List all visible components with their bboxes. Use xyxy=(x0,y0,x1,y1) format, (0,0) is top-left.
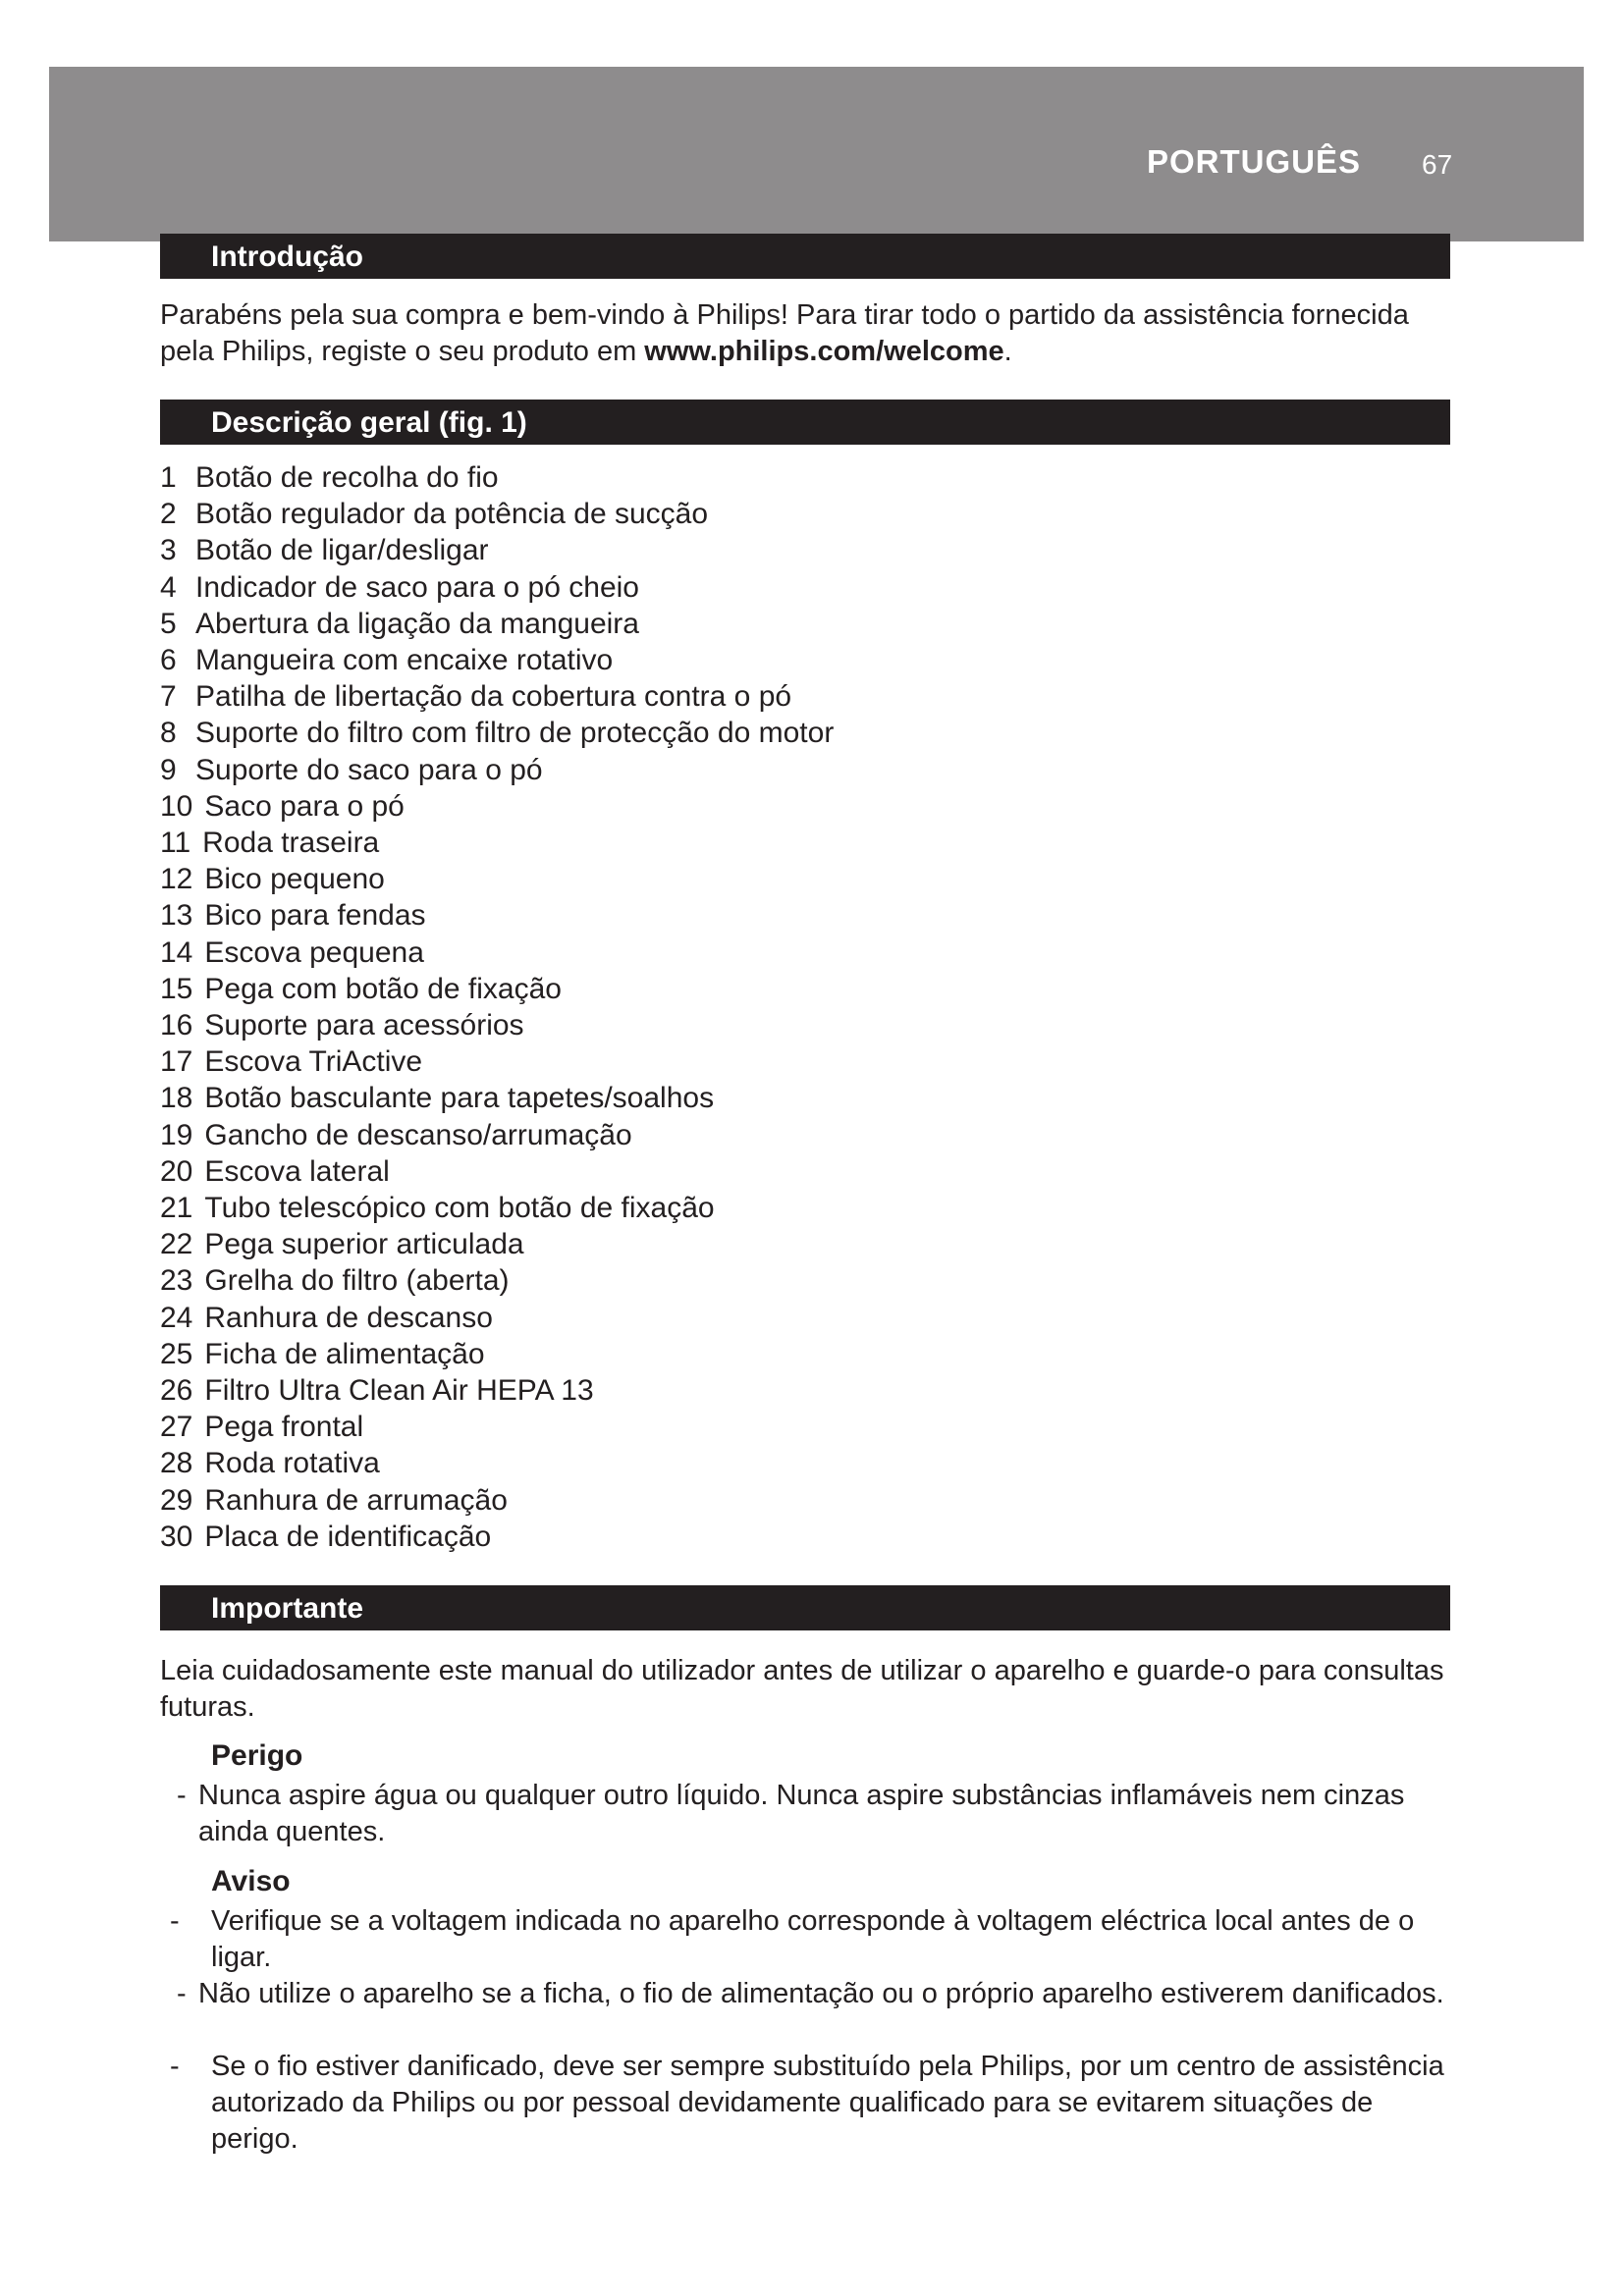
parts-list-item xyxy=(160,532,834,568)
warning-bullet-2-text: Não utilize o aparelho se a ficha, o fio de alimentação ou o próprio aparelho estiverem danificados. xyxy=(198,1978,1444,2009)
parts-list-number: 1 xyxy=(160,461,177,494)
parts-list-label: Escova lateral xyxy=(204,1154,390,1188)
parts-list-number: 26 xyxy=(160,1374,193,1408)
parts-list-item xyxy=(160,1080,834,1116)
parts-list-number: 30 xyxy=(160,1520,193,1553)
parts-list-label: Suporte para acessórios xyxy=(204,1009,524,1042)
parts-list-number: 28 xyxy=(160,1447,193,1480)
parts-list-number: 12 xyxy=(160,863,193,896)
parts-list-item xyxy=(160,1153,834,1190)
section-heading-important: Importante xyxy=(160,1585,1450,1630)
parts-list xyxy=(160,459,834,1555)
danger-bullet xyxy=(177,1778,1443,1850)
parts-list-item xyxy=(160,1226,834,1262)
parts-list-number: 19 xyxy=(160,1118,193,1151)
parts-list-number: 20 xyxy=(160,1154,193,1188)
introduction-text: Parabéns pela sua compra e bem-vindo à Philips! Para tirar todo o partido da assistência fornecida pela Philips, registe o seu produto em xyxy=(160,299,1409,367)
parts-list-number: 6 xyxy=(160,644,177,677)
bullet-dash: - xyxy=(177,1978,187,2009)
parts-list-label: Suporte do filtro com filtro de protecção do motor xyxy=(195,717,835,750)
parts-list-item xyxy=(160,715,834,751)
parts-list-item xyxy=(160,1336,834,1372)
parts-list-label: Placa de identificação xyxy=(204,1520,492,1553)
parts-list-number: 15 xyxy=(160,972,193,1005)
parts-list-number: 24 xyxy=(160,1301,193,1334)
parts-list-item xyxy=(160,1372,834,1409)
parts-list-number: 16 xyxy=(160,1009,193,1042)
section-heading-introduction: Introdução xyxy=(160,234,1450,279)
parts-list-label: Botão de recolha do fio xyxy=(195,461,499,494)
parts-list-item xyxy=(160,897,834,934)
parts-list-label: Gancho de descanso/arrumação xyxy=(204,1118,632,1151)
parts-list-label: Escova pequena xyxy=(204,935,424,969)
danger-bullet-label: Nunca aspire água ou qualquer outro líquido. Nunca aspire substâncias inflamáveis nem cinzas ainda quentes. xyxy=(198,1780,1405,1847)
parts-list-item xyxy=(160,861,834,897)
danger-heading: Perigo xyxy=(211,1739,303,1772)
parts-list-number: 2 xyxy=(160,498,177,531)
warning-bullet-3-text: Se o fio estiver danificado, deve ser sempre substituído pela Philips, por um centro de assistência autorizado da Philips ou por pessoal devidamente qualificado para se evitarem situações de perigo. xyxy=(211,2051,1444,2155)
parts-list-item xyxy=(160,569,834,606)
parts-list-label: Pega com botão de fixação xyxy=(204,972,562,1005)
parts-list-label: Mangueira com encaixe rotativo xyxy=(195,644,614,677)
parts-list-item xyxy=(160,496,834,532)
parts-list-item xyxy=(160,1482,834,1519)
parts-list-label: Escova TriActive xyxy=(204,1045,423,1079)
warning-bullet-3 xyxy=(160,2049,1456,2158)
parts-list-number: 4 xyxy=(160,570,177,604)
parts-list-label: Bico pequeno xyxy=(204,863,385,896)
warning-bullet-2 xyxy=(177,1976,1453,2012)
parts-list-label: Filtro Ultra Clean Air HEPA 13 xyxy=(204,1374,594,1408)
parts-list-item xyxy=(160,1519,834,1555)
bullet-dash: - xyxy=(177,1780,187,1811)
important-intro: Leia cuidadosamente este manual do utilizador antes de utilizar o aparelho e guarde-o para consultas futuras. xyxy=(160,1655,1444,1723)
registration-url[interactable]: www.philips.com/welcome xyxy=(644,336,1004,367)
parts-list-number: 22 xyxy=(160,1228,193,1261)
parts-list-number: 3 xyxy=(160,534,177,567)
warning-bullet-1 xyxy=(160,1903,1456,1976)
parts-list-label: Botão regulador da potência de sucção xyxy=(195,498,709,531)
parts-list-label: Saco para o pó xyxy=(204,789,405,823)
section-heading-overview: Descrição geral (fig. 1) xyxy=(160,400,1450,445)
parts-list-label: Roda traseira xyxy=(202,827,380,860)
parts-list-item xyxy=(160,678,834,715)
parts-list-number: 10 xyxy=(160,789,193,823)
parts-list-number: 14 xyxy=(160,935,193,969)
parts-list-item xyxy=(160,788,834,825)
danger-bullet-text xyxy=(177,1778,1443,1850)
parts-list-number: 25 xyxy=(160,1337,193,1370)
parts-list-item xyxy=(160,1117,834,1153)
parts-list-label: Patilha de libertação da cobertura contra o pó xyxy=(195,680,792,714)
bullet-dash: - xyxy=(170,1905,180,1937)
parts-list-item xyxy=(160,642,834,678)
parts-list-label: Ficha de alimentação xyxy=(204,1337,485,1370)
parts-list-label: Grelha do filtro (aberta) xyxy=(204,1264,510,1298)
parts-list-number: 11 xyxy=(160,827,191,860)
parts-list-item xyxy=(160,1409,834,1445)
parts-list-number: 17 xyxy=(160,1045,193,1079)
introduction-paragraph xyxy=(160,297,1456,370)
parts-list-item xyxy=(160,1262,834,1299)
language-title: PORTUGUÊS xyxy=(1147,143,1362,180)
parts-list-label: Bico para fendas xyxy=(204,899,426,933)
parts-list-label: Suporte do saco para o pó xyxy=(195,753,543,786)
parts-list-label: Tubo telescópico com botão de fixação xyxy=(204,1192,715,1225)
parts-list-number: 18 xyxy=(160,1082,193,1115)
parts-list-label: Abertura da ligação da mangueira xyxy=(195,607,639,640)
warning-heading: Aviso xyxy=(211,1865,291,1897)
introduction-text-end: . xyxy=(1003,336,1012,367)
parts-list-item xyxy=(160,1445,834,1481)
parts-list-label: Roda rotativa xyxy=(204,1447,380,1480)
parts-list-label: Botão de ligar/desligar xyxy=(195,534,489,567)
parts-list-item xyxy=(160,1043,834,1080)
parts-list-item xyxy=(160,606,834,642)
parts-list-number: 7 xyxy=(160,680,177,714)
parts-list-number: 8 xyxy=(160,717,177,750)
parts-list-item xyxy=(160,971,834,1007)
warning-bullet-1-text: Verifique se a voltagem indicada no aparelho corresponde à voltagem eléctrica local antes de o ligar. xyxy=(211,1905,1415,1973)
parts-list-number: 21 xyxy=(160,1192,193,1225)
parts-list-item xyxy=(160,752,834,788)
bullet-dash: - xyxy=(170,2051,180,2082)
parts-list-item xyxy=(160,459,834,496)
page-number: 67 xyxy=(1422,149,1453,180)
parts-list-label: Ranhura de descanso xyxy=(204,1301,493,1334)
parts-list-number: 9 xyxy=(160,753,177,786)
parts-list-item xyxy=(160,1190,834,1226)
parts-list-item xyxy=(160,825,834,861)
parts-list-item xyxy=(160,934,834,971)
parts-list-number: 23 xyxy=(160,1264,193,1298)
parts-list-label: Botão basculante para tapetes/soalhos xyxy=(204,1082,715,1115)
parts-list-number: 29 xyxy=(160,1483,193,1517)
parts-list-number: 13 xyxy=(160,899,193,933)
parts-list-label: Ranhura de arrumação xyxy=(204,1483,508,1517)
parts-list-number: 27 xyxy=(160,1411,193,1444)
parts-list-item xyxy=(160,1007,834,1043)
parts-list-label: Pega frontal xyxy=(204,1411,364,1444)
parts-list-item xyxy=(160,1300,834,1336)
parts-list-label: Indicador de saco para o pó cheio xyxy=(195,570,639,604)
parts-list-number: 5 xyxy=(160,607,177,640)
parts-list-label: Pega superior articulada xyxy=(204,1228,524,1261)
